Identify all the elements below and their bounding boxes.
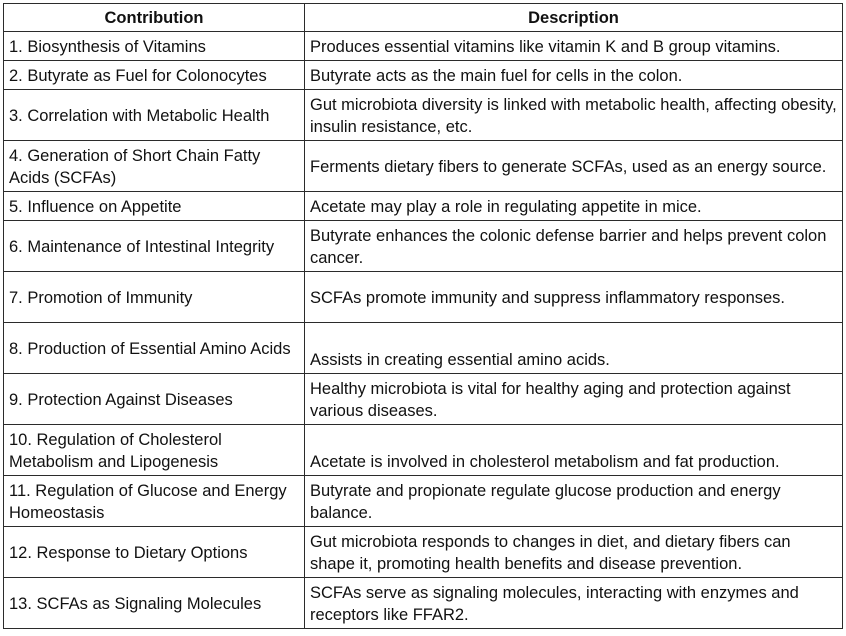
description-cell: Ferments dietary fibers to generate SCFAs, used as an energy source. [305, 141, 843, 192]
contribution-cell: 3. Correlation with Metabolic Health [4, 90, 305, 141]
description-cell: Acetate is involved in cholesterol metabolism and fat production. [305, 425, 843, 476]
description-cell: SCFAs promote immunity and suppress inflammatory responses. [305, 272, 843, 323]
description-cell: Healthy microbiota is vital for healthy aging and protection against various diseases. [305, 374, 843, 425]
contribution-cell: 12. Response to Dietary Options [4, 527, 305, 578]
description-cell: SCFAs serve as signaling molecules, interacting with enzymes and receptors like FFAR2. [305, 578, 843, 629]
table-row [4, 578, 843, 629]
table-row [4, 32, 843, 61]
table-header [4, 4, 843, 32]
contribution-cell: 10. Regulation of Cholesterol Metabolism and Lipogenesis [4, 425, 305, 476]
table-row [4, 141, 843, 192]
table-body [4, 32, 843, 629]
description-cell: Butyrate acts as the main fuel for cells in the colon. [305, 61, 843, 90]
header-row [4, 4, 843, 32]
table-row [4, 90, 843, 141]
contribution-cell: 9. Protection Against Diseases [4, 374, 305, 425]
description-cell: Gut microbiota responds to changes in diet, and dietary fibers can shape it, promoting health benefits and disease prevention. [305, 527, 843, 578]
description-cell: Gut microbiota diversity is linked with metabolic health, affecting obesity, insulin resistance, etc. [305, 90, 843, 141]
table-row [4, 221, 843, 272]
table-row [4, 425, 843, 476]
contribution-cell: 11. Regulation of Glucose and Energy Homeostasis [4, 476, 305, 527]
contribution-cell: 1. Biosynthesis of Vitamins [4, 32, 305, 61]
contribution-cell: 7. Promotion of Immunity [4, 272, 305, 323]
table-row [4, 61, 843, 90]
description-cell: Butyrate enhances the colonic defense barrier and helps prevent colon cancer. [305, 221, 843, 272]
description-cell: Assists in creating essential amino acids. [305, 323, 843, 374]
contribution-cell: 6. Maintenance of Intestinal Integrity [4, 221, 305, 272]
contribution-cell: 5. Influence on Appetite [4, 192, 305, 221]
description-column-header: Description [305, 4, 843, 32]
table-row [4, 374, 843, 425]
contribution-cell: 8. Production of Essential Amino Acids [4, 323, 305, 374]
description-cell: Butyrate and propionate regulate glucose production and energy balance. [305, 476, 843, 527]
table-row [4, 272, 843, 323]
description-cell: Produces essential vitamins like vitamin K and B group vitamins. [305, 32, 843, 61]
contribution-cell: 13. SCFAs as Signaling Molecules [4, 578, 305, 629]
contribution-column-header: Contribution [4, 4, 305, 32]
table-row [4, 192, 843, 221]
contribution-cell: 4. Generation of Short Chain Fatty Acids (SCFAs) [4, 141, 305, 192]
contributions-table [3, 3, 843, 629]
table-row [4, 476, 843, 527]
table-row [4, 527, 843, 578]
description-cell: Acetate may play a role in regulating appetite in mice. [305, 192, 843, 221]
contribution-cell: 2. Butyrate as Fuel for Colonocytes [4, 61, 305, 90]
table-row [4, 323, 843, 374]
